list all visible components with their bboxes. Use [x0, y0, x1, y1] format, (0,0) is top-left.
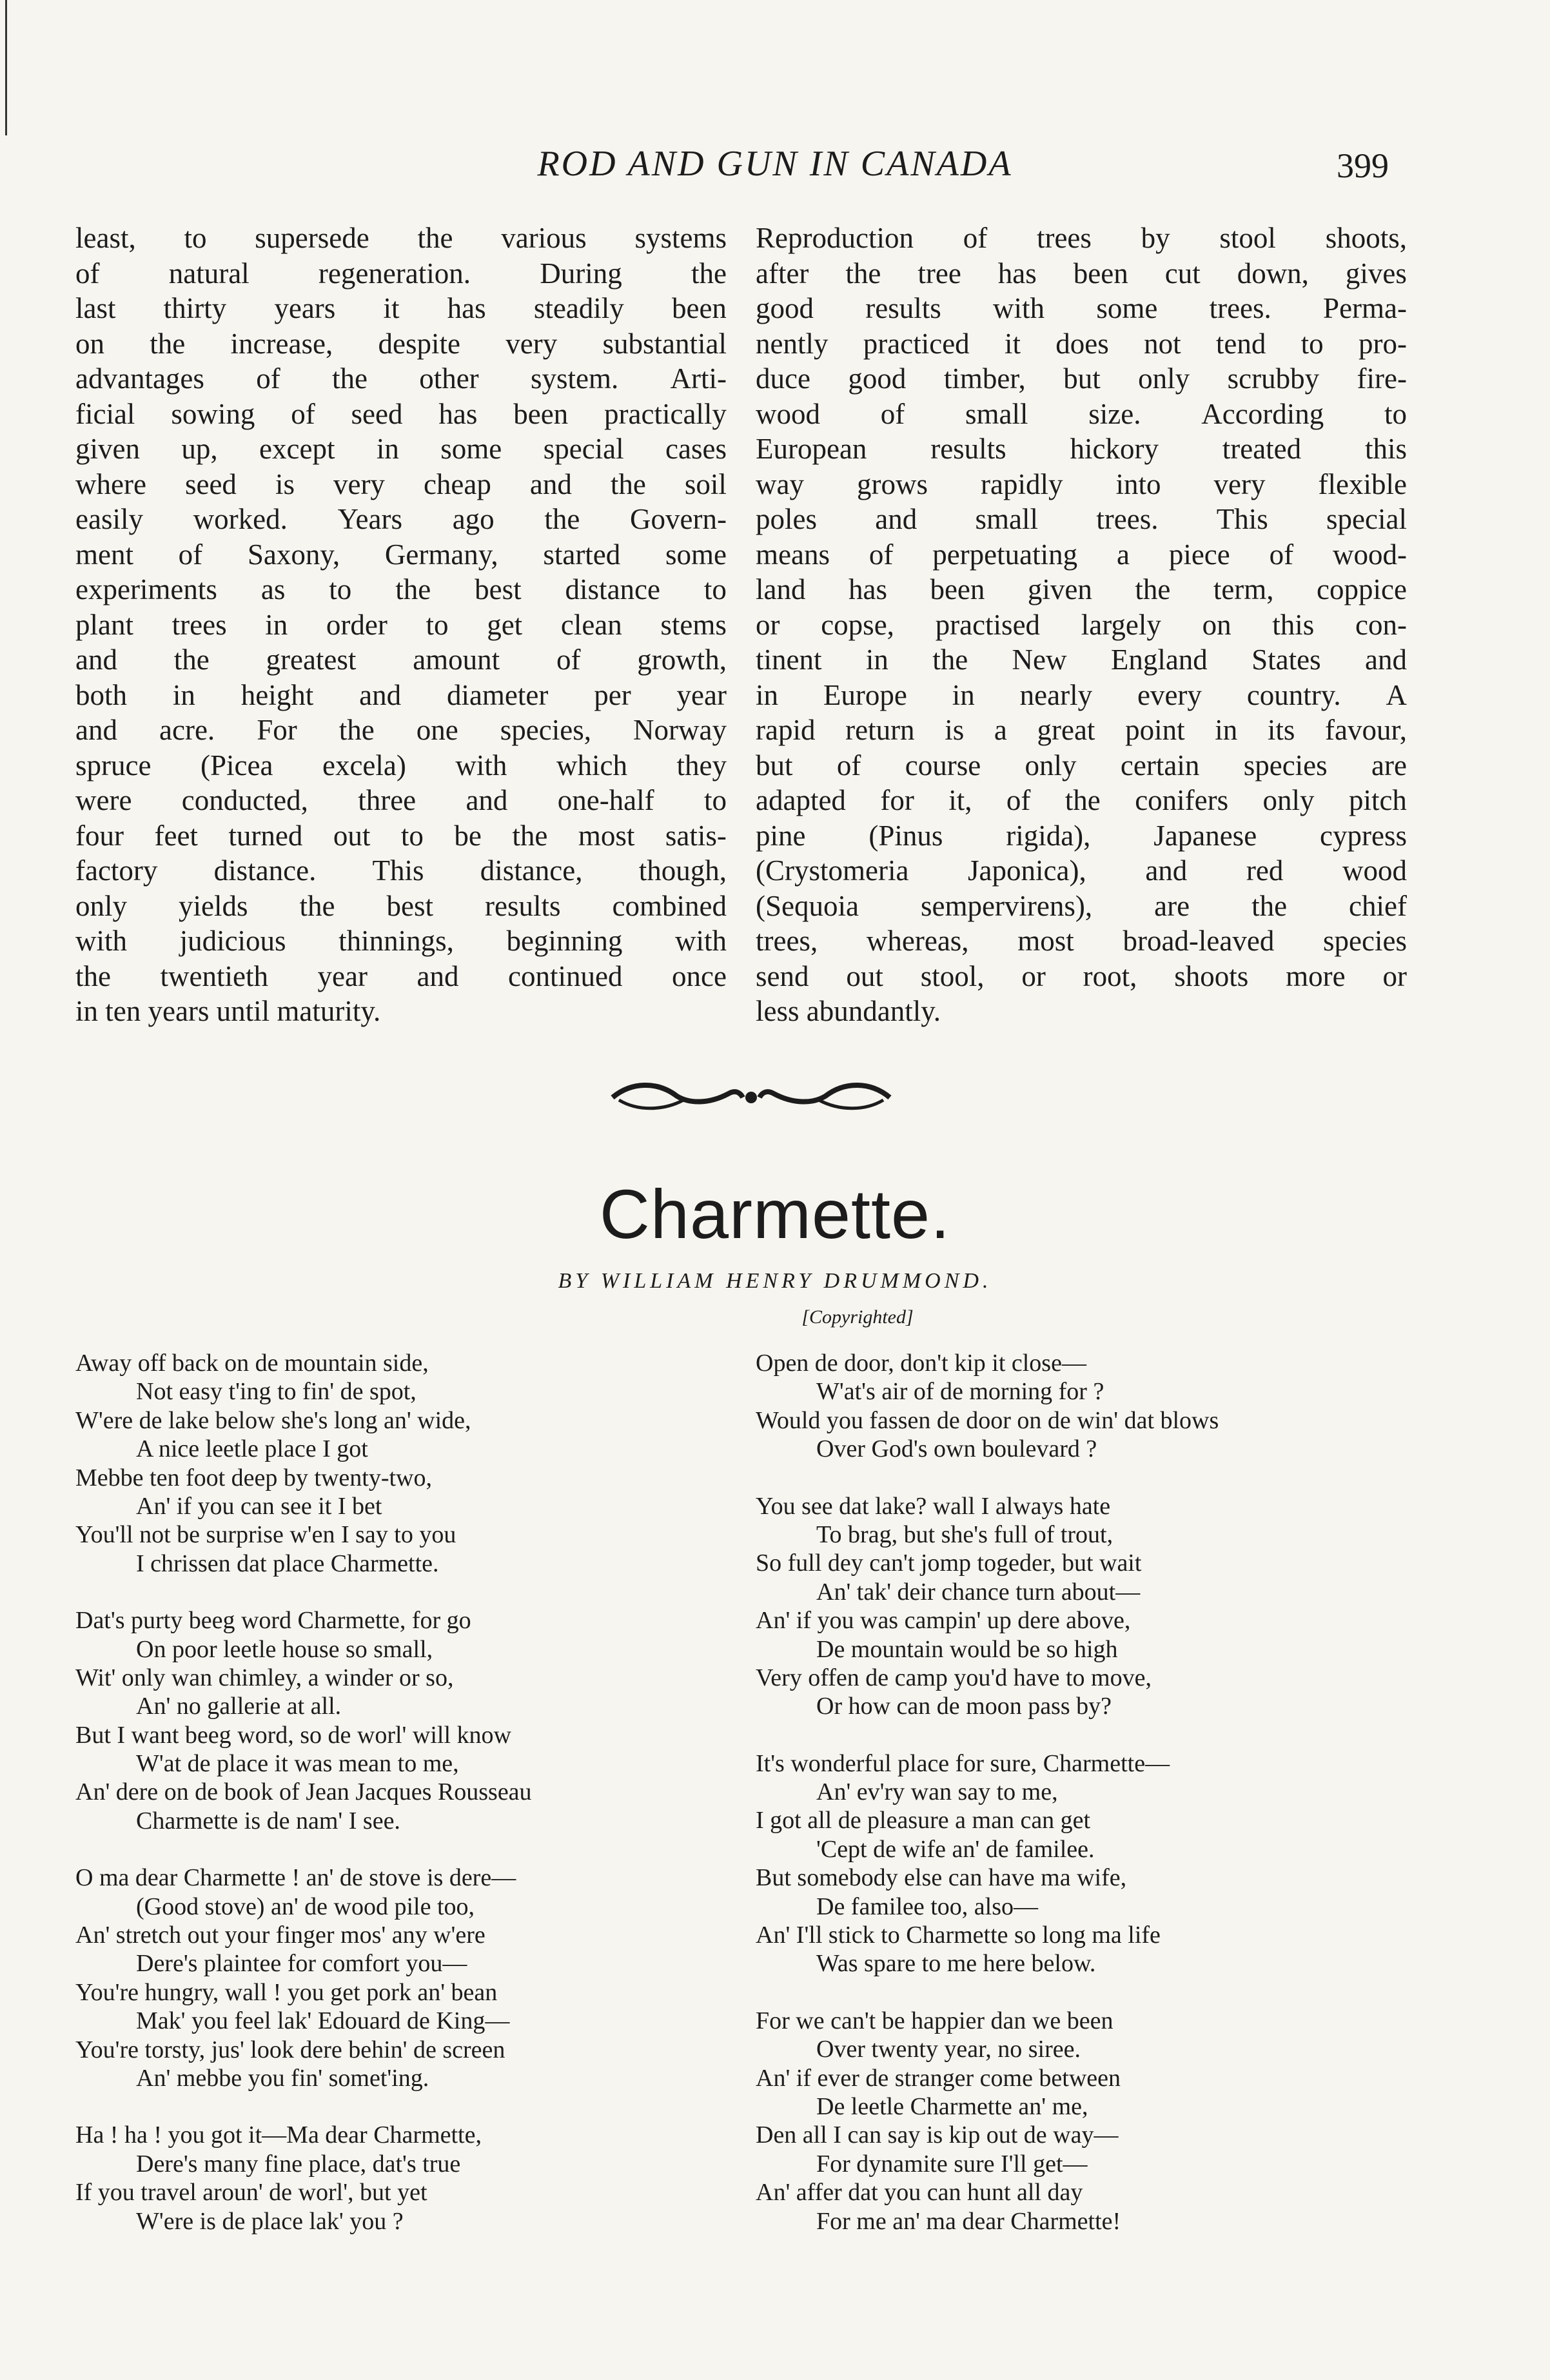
article-line: but of course only certain species are: [756, 749, 1407, 782]
article-line: only yields the best results combined: [75, 889, 727, 922]
poem-line: Dere's plaintee for comfort you—: [136, 1950, 467, 1978]
article-line: easily worked. Years ago the Govern-: [75, 503, 727, 535]
poem-stanza: [75, 1349, 759, 1578]
article-line: good results with some trees. Perma-: [756, 292, 1407, 324]
poem-stanza: [756, 1349, 1439, 1464]
poem-line: 'Cept de wife an' de familee.: [816, 1835, 1095, 1863]
poem-line: Not easy t'ing to fin' de spot,: [136, 1378, 417, 1406]
copyright-notice: [Copyrighted]: [801, 1306, 914, 1328]
article-line: wood of small size. According to: [756, 397, 1407, 430]
article-line: tinent in the New England States and: [756, 644, 1407, 676]
poem-right-column: [756, 1349, 1439, 2264]
article-line: ficial sowing of seed has been practically: [75, 397, 727, 430]
poem-line: You'll not be surprise w'en I say to you: [75, 1521, 456, 1549]
article-line: and the greatest amount of growth,: [75, 644, 727, 676]
article-line: least, to supersede the various systems: [75, 222, 727, 254]
article-line: nently practiced it does not tend to pro-: [756, 327, 1407, 360]
poem-line: Mebbe ten foot deep by twenty-two,: [75, 1464, 432, 1491]
poem-line: An' tak' deir chance turn about—: [816, 1578, 1141, 1606]
article-line: (Crystomeria Japonica), and red wood: [756, 854, 1407, 887]
poem-line: You see dat lake? wall I always hate: [756, 1492, 1111, 1520]
article-line: means of perpetuating a piece of wood-: [756, 538, 1407, 571]
poem-line: It's wonderful place for sure, Charmette—: [756, 1749, 1170, 1777]
poem-line: An' if you can see it I bet: [136, 1492, 382, 1520]
poem-stanza: [75, 1606, 759, 1835]
poem-line: An' mebbe you fin' somet'ing.: [136, 2064, 429, 2092]
article-line: or copse, practised largely on this con-: [756, 608, 1407, 641]
poem-line: If you travel aroun' de worl', but yet: [75, 2179, 427, 2207]
poem-line: For we can't be happier dan we been: [756, 2007, 1113, 2034]
article-line: the twentieth year and continued once: [75, 959, 727, 992]
article-right-column: [756, 221, 1407, 1029]
article-line: plant trees in order to get clean stems: [75, 608, 727, 641]
running-head: [0, 143, 1550, 188]
poem-line: Was spare to me here below.: [816, 1950, 1096, 1978]
running-title: ROD AND GUN IN CANADA: [537, 144, 1013, 184]
poem-line: But I want beeg word, so de worl' will know: [75, 1721, 511, 1749]
poem-line: De mountain would be so high: [816, 1635, 1118, 1663]
article-line: advantages of the other system. Arti-: [75, 362, 727, 395]
article-line: less abundantly.: [756, 995, 941, 1027]
poem-line: You're torsty, jus' look dere behin' de screen: [75, 2036, 505, 2063]
poem-line: An' I'll stick to Charmette so long ma life: [756, 1922, 1161, 1949]
poem-title: Charmette.: [599, 1175, 951, 1253]
poem-line: Mak' you feel lak' Edouard de King—: [136, 2007, 510, 2035]
poem-line: Dere's many fine place, dat's true: [136, 2150, 461, 2178]
article-line: duce good timber, but only scrubby fire-: [756, 362, 1407, 395]
poem-line: An' ev'ry wan say to me,: [816, 1778, 1058, 1806]
article-line: both in height and diameter per year: [75, 678, 727, 711]
poem-line: Ha ! ha ! you got it—Ma dear Charmette,: [75, 2121, 482, 2149]
article-line: last thirty years it has steadily been: [75, 292, 727, 324]
article-line: trees, whereas, most broad-leaved species: [756, 925, 1407, 957]
article-line: of natural regeneration. During the: [75, 257, 727, 290]
article-line: given up, except in some special cases: [75, 433, 727, 465]
poem-byline: BY WILLIAM HENRY DRUMMOND.: [558, 1269, 992, 1293]
poem-line: But somebody else can have ma wife,: [756, 1864, 1127, 1892]
article-line: were conducted, three and one-half to: [75, 784, 727, 816]
article-left-column: [75, 221, 727, 1029]
poem-line: W'at's air of de morning for ?: [816, 1378, 1104, 1406]
poem-line: Over God's own boulevard ?: [816, 1435, 1097, 1463]
poem-stanza: [756, 2007, 1439, 2236]
poem-line: An' affer dat you can hunt all day: [756, 2179, 1083, 2207]
poem-line: On poor leetle house so small,: [136, 1635, 433, 1663]
poem-line: W'at de place it was mean to me,: [136, 1750, 459, 1778]
poem-line: I chrissen dat place Charmette.: [136, 1549, 439, 1577]
article-line: factory distance. This distance, though,: [75, 854, 727, 887]
poem-line: Very offen de camp you'd have to move,: [756, 1664, 1152, 1691]
poem-left-column: [75, 1349, 759, 2264]
article-line: on the increase, despite very substantial: [75, 327, 727, 360]
poem-line: Den all I can say is kip out de way—: [756, 2121, 1119, 2149]
article-line: Reproduction of trees by stool shoots,: [756, 222, 1407, 254]
poem-line: (Good stove) an' de wood pile too,: [136, 1893, 475, 1920]
poem-line: I got all de pleasure a man can get: [756, 1807, 1091, 1834]
poem-line: Or how can de moon pass by?: [816, 1693, 1112, 1720]
article-line: in ten years until maturity.: [75, 995, 381, 1027]
poem-line: For dynamite sure I'll get—: [816, 2150, 1088, 2178]
article-line: ment of Saxony, Germany, started some: [75, 538, 727, 571]
poem-line: An' dere on de book of Jean Jacques Rousseau: [75, 1778, 532, 1806]
poem-line: De familee too, also—: [816, 1893, 1039, 1920]
article-line: way grows rapidly into very flexible: [756, 467, 1407, 500]
poem-line: Away off back on de mountain side,: [75, 1350, 429, 1377]
poem-line: W'ere de lake below she's long an' wide,: [75, 1406, 471, 1434]
poem-line: Would you fassen de door on de win' dat blows: [756, 1406, 1219, 1434]
poem-stanza: [75, 2121, 759, 2236]
poem-stanza: [756, 1492, 1439, 1721]
poem-line: You're hungry, wall ! you get pork an' bean: [75, 1978, 498, 2006]
poem-line: Dat's purty beeg word Charmette, for go: [75, 1607, 471, 1635]
article-line: spruce (Picea excela) with which they: [75, 749, 727, 782]
poem-line: For me an' ma dear Charmette!: [816, 2207, 1121, 2235]
poem-line: W'ere is de place lak' you ?: [136, 2207, 404, 2235]
article-line: European results hickory treated this: [756, 433, 1407, 465]
article-line: adapted for it, of the conifers only pitch: [756, 784, 1407, 816]
poem-line: De leetle Charmette an' me,: [816, 2092, 1088, 2120]
poem-stanza: [75, 1864, 759, 2092]
article-line: four feet turned out to be the most satis-: [75, 819, 727, 852]
poem-line: An' if ever de stranger come between: [756, 2064, 1121, 2092]
article-line: in Europe in nearly every country. A: [756, 678, 1407, 711]
poem-line: An' if you was campin' up dere above,: [756, 1607, 1131, 1635]
article-line: rapid return is a great point in its favour,: [756, 714, 1407, 746]
article-line: (Sequoia sempervirens), are the chief: [756, 889, 1407, 922]
poem-line: To brag, but she's full of trout,: [816, 1520, 1113, 1548]
poem-line: Charmette is de nam' I see.: [136, 1807, 400, 1834]
poem-line: An' no gallerie at all.: [136, 1693, 342, 1720]
article-line: pine (Pinus rigida), Japanese cypress: [756, 819, 1407, 852]
poem-line: So full dey can't jomp togeder, but wait: [756, 1549, 1142, 1577]
article-line: and acre. For the one species, Norway: [75, 714, 727, 746]
poem-stanza: [756, 1749, 1439, 1978]
ornament-divider-icon: [606, 1078, 896, 1117]
poem-line: Open de door, don't kip it close—: [756, 1350, 1086, 1377]
article-line: with judicious thinnings, beginning with: [75, 925, 727, 957]
poem-line: Over twenty year, no siree.: [816, 2036, 1081, 2063]
article-line: after the tree has been cut down, gives: [756, 257, 1407, 290]
article-line: send out stool, or root, shoots more or: [756, 959, 1407, 992]
page-number: 399: [1337, 146, 1389, 185]
article-line: poles and small trees. This special: [756, 503, 1407, 535]
article-line: where seed is very cheap and the soil: [75, 467, 727, 500]
poem-line: Wit' only wan chimley, a winder or so,: [75, 1664, 454, 1691]
poem-line: O ma dear Charmette ! an' de stove is dere—: [75, 1864, 516, 1892]
page-edge-rule: [5, 0, 7, 135]
poem-line: A nice leetle place I got: [136, 1435, 368, 1463]
poem-line: An' stretch out your finger mos' any w'ere: [75, 1922, 486, 1949]
article-line: experiments as to the best distance to: [75, 573, 727, 605]
article-line: land has been given the term, coppice: [756, 573, 1407, 605]
